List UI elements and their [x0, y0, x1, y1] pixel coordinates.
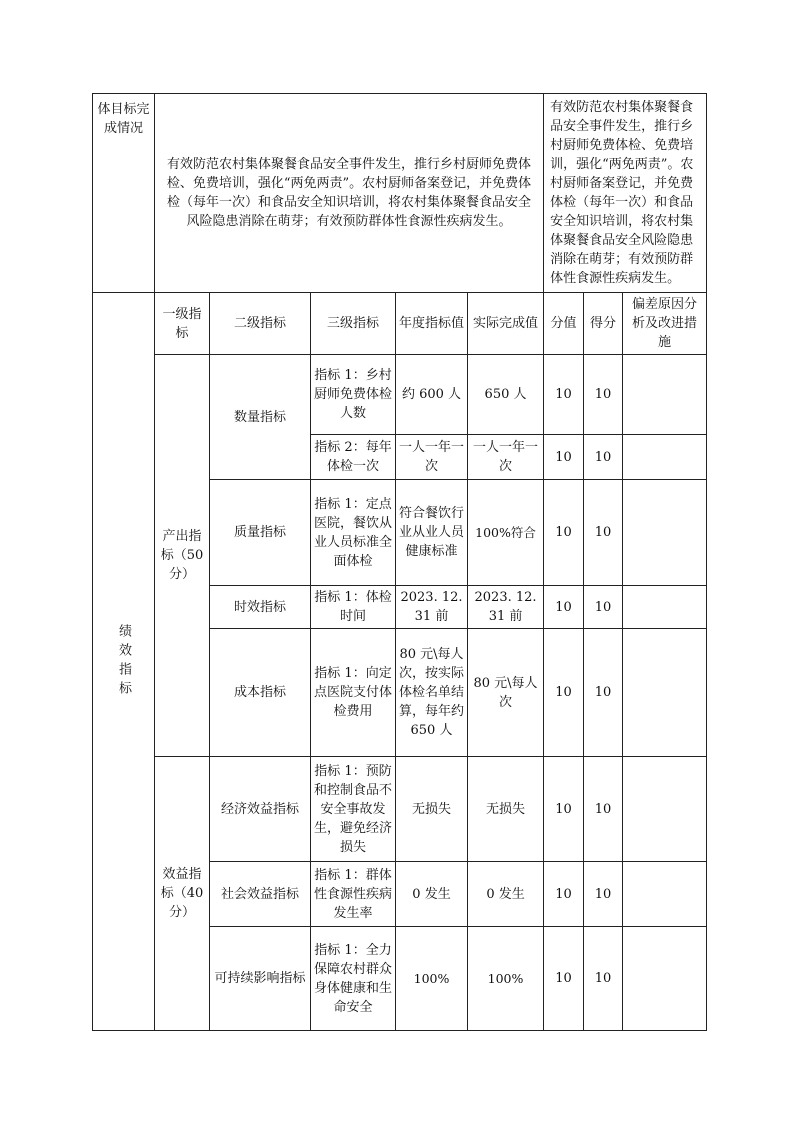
section-label: 绩效指标: [93, 293, 155, 1031]
header-target: 年度指标值: [396, 293, 468, 355]
level2-cell: 成本指标: [210, 629, 311, 757]
header-deviation: 偏差原因分析及改进措施: [623, 293, 707, 355]
level3-cell: 指标 1：向定点医院支付体检费用: [311, 629, 396, 757]
actual-cell: 80 元\每人次: [468, 629, 544, 757]
header-got: 得分: [584, 293, 623, 355]
summary-row: [93, 94, 707, 293]
target-cell: 无损失: [396, 757, 468, 862]
deviation-cell: [623, 862, 707, 927]
actual-cell: 100%: [468, 927, 544, 1031]
level2-cell: 数量指标: [210, 355, 311, 480]
target-cell: 0 发生: [396, 862, 468, 927]
score-cell: 10: [544, 355, 584, 435]
got-cell: 10: [584, 927, 623, 1031]
summary-label: 体目标完成情况: [93, 94, 155, 293]
actual-cell: 650 人: [468, 355, 544, 435]
score-cell: 10: [544, 757, 584, 862]
header-score: 分值: [544, 293, 584, 355]
deviation-cell: [623, 586, 707, 629]
got-cell: 10: [584, 435, 623, 480]
level3-cell: 指标 1：预防和控制食品不安全事故发生，避免经济损失: [311, 757, 396, 862]
target-cell: 100%: [396, 927, 468, 1031]
level2-cell: 质量指标: [210, 480, 311, 586]
got-cell: 10: [584, 355, 623, 435]
actual-cell: 0 发生: [468, 862, 544, 927]
actual-cell: 一人一年一次: [468, 435, 544, 480]
target-cell: 2023. 12. 31 前: [396, 586, 468, 629]
deviation-cell: [623, 927, 707, 1031]
level3-cell: 指标 2：每年体检一次: [311, 435, 396, 480]
header-actual: 实际完成值: [468, 293, 544, 355]
got-cell: 10: [584, 862, 623, 927]
level3-cell: 指标 1：全力保障农村群众身体健康和生命安全: [311, 927, 396, 1031]
actual-text: 有效防范农村集体聚餐食品安全事件发生，推行乡村厨师免费体检、免费培训，强化“两免两责”。农村厨师备案登记，并免费体检（每年一次）和食品安全知识培训，将农村集体聚餐食品安全风险隐患消除在萌芽；有效预防群体性食源性疾病发生。: [544, 94, 707, 293]
level3-cell: 指标 1：定点医院，餐饮从业人员标准全面体检: [311, 480, 396, 586]
score-cell: 10: [544, 629, 584, 757]
deviation-cell: [623, 355, 707, 435]
header-level3: 三级指标: [311, 293, 396, 355]
deviation-cell: [623, 629, 707, 757]
table-row: [93, 355, 707, 435]
target-cell: 符合餐饮行业从业人员健康标准: [396, 480, 468, 586]
level3-cell: 指标 1：乡村厨师免费体检人数: [311, 355, 396, 435]
actual-cell: 100%符合: [468, 480, 544, 586]
goal-text: 有效防范农村集体聚餐食品安全事件发生，推行乡村厨师免费体检、免费培训，强化“两免两责”。农村厨师备案登记，并免费体检（每年一次）和食品安全知识培训，将农村集体聚餐食品安全风险隐患消除在萌芽；有效预防群体性食源性疾病发生。: [155, 94, 544, 293]
score-cell: 10: [544, 480, 584, 586]
score-cell: 10: [544, 435, 584, 480]
got-cell: 10: [584, 629, 623, 757]
deviation-cell: [623, 480, 707, 586]
score-cell: 10: [544, 862, 584, 927]
level3-cell: 指标 1：群体性食源性疾病发生率: [311, 862, 396, 927]
actual-cell: 无损失: [468, 757, 544, 862]
level2-cell: 经济效益指标: [210, 757, 311, 862]
level2-cell: 社会效益指标: [210, 862, 311, 927]
level3-cell: 指标 1：体检时间: [311, 586, 396, 629]
deviation-cell: [623, 435, 707, 480]
performance-table: [92, 93, 707, 1031]
level2-cell: 时效指标: [210, 586, 311, 629]
target-cell: 80 元\每人次，按实际体检名单结算，每年约 650 人: [396, 629, 468, 757]
deviation-cell: [623, 757, 707, 862]
level2-cell: 可持续影响指标: [210, 927, 311, 1031]
score-cell: 10: [544, 586, 584, 629]
actual-cell: 2023. 12. 31 前: [468, 586, 544, 629]
table-row: [93, 757, 707, 862]
level1-cell: 产出指标（50分）: [155, 355, 210, 757]
score-cell: 10: [544, 927, 584, 1031]
header-row: [93, 293, 707, 355]
header-level1: 一级指标: [155, 293, 210, 355]
got-cell: 10: [584, 586, 623, 629]
target-cell: 约 600 人: [396, 355, 468, 435]
target-cell: 一人一年一次: [396, 435, 468, 480]
level1-cell: 效益指标（40分）: [155, 757, 210, 1031]
got-cell: 10: [584, 480, 623, 586]
header-level2: 二级指标: [210, 293, 311, 355]
got-cell: 10: [584, 757, 623, 862]
